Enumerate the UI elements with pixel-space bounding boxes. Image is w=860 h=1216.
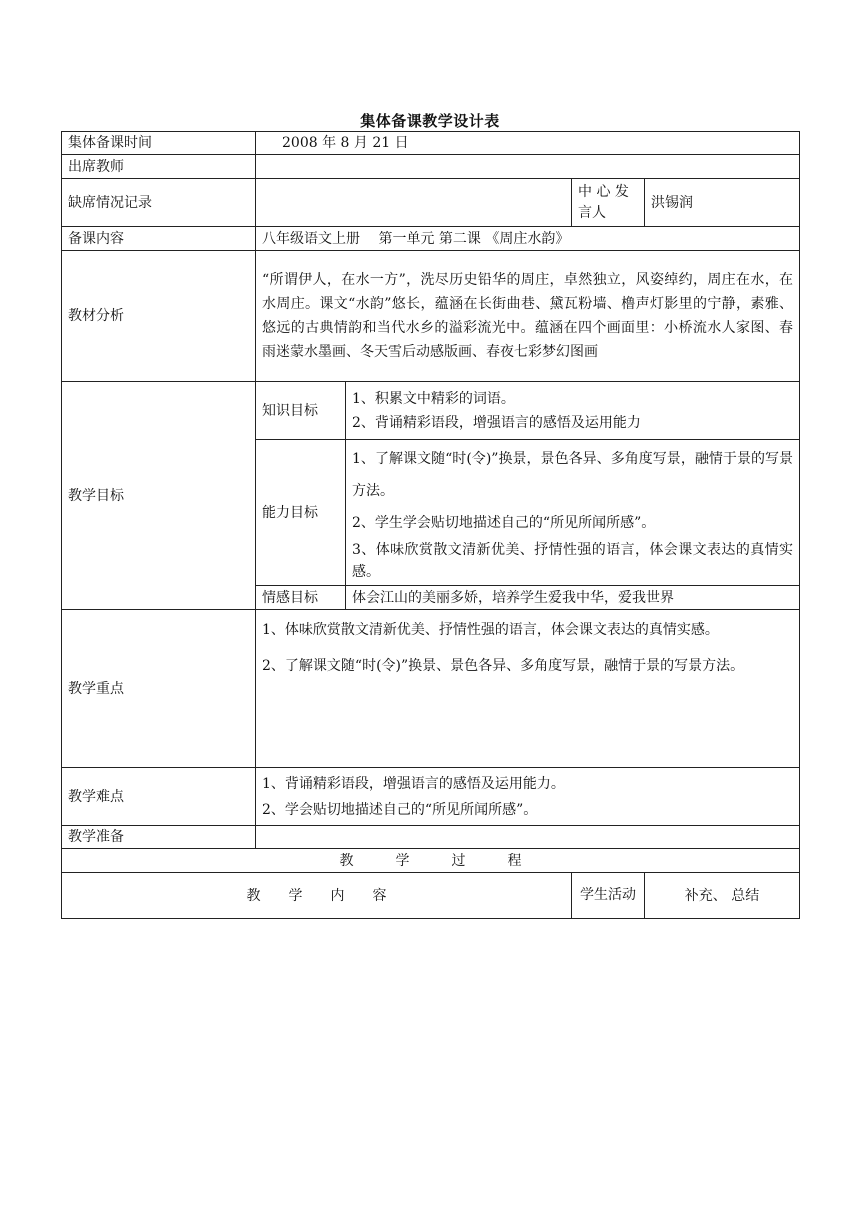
knowledge-items: [346, 382, 800, 440]
teachers-label: 出席教师: [62, 155, 256, 179]
ability-item: 3、体味欣赏散文清新优美、抒情性强的语言，体会课文表达的真情实感。: [352, 541, 794, 580]
preparation-value: [256, 826, 800, 849]
row-analysis: [62, 251, 800, 382]
row-key-points: [62, 610, 800, 768]
speaker-label: 中 心 发 言人: [572, 179, 645, 227]
emotion-label: 情感目标: [256, 586, 346, 610]
document-title: 集体备课教学设计表: [360, 112, 500, 130]
analysis-value: “所谓伊人，在水一方”，洗尽历史铅华的周庄，卓然独立，风姿绰约，周庄在水，在水周庄。课文“水韵”悠长，蕴涵在长街曲巷、黛瓦粉墙、橹声灯影里的宁静，素雅、悠远的古典情韵和当代水乡的溢彩流光中。蕴涵在四个画面里：小桥流水人家图、春雨迷蒙水墨画、冬天雪后动感版画、春夜七彩梦幻图画: [256, 251, 800, 382]
row-absence: [62, 179, 800, 227]
time-value: 2008 年 8 月 21 日: [256, 132, 800, 155]
emotion-value: 体会江山的美丽多娇，培养学生爱我中华，爱我世界: [346, 586, 800, 610]
ability-label: 能力目标: [256, 440, 346, 586]
content-column-header: 教 学 内 容: [62, 873, 572, 919]
key-point-item: 2、了解课文随“时(令)”换景、景色各异、多角度写景，融情于景的写景方法。: [262, 658, 745, 674]
row-knowledge: [62, 382, 800, 440]
summary-column-header: 补充、 总结: [645, 873, 800, 919]
knowledge-label: 知识目标: [256, 382, 346, 440]
row-difficulties: [62, 768, 800, 826]
row-process-header: [62, 849, 800, 873]
row-time: [62, 132, 800, 155]
difficulties-items: [256, 768, 800, 826]
key-points-label: 教学重点: [62, 610, 256, 768]
process-header: 教 学 过 程: [62, 849, 800, 873]
student-column-header: 学生活动: [572, 873, 645, 919]
difficulties-label: 教学难点: [62, 768, 256, 826]
key-point-item: 1、体味欣赏散文清新优美、抒情性强的语言，体会课文表达的真情实感。: [262, 622, 719, 638]
ability-item: 2、学生学会贴切地描述自己的“所见所闻所感”。: [352, 514, 656, 531]
row-content: [62, 227, 800, 251]
objectives-label: 教学目标: [62, 382, 256, 610]
absence-label: 缺席情况记录: [62, 179, 256, 227]
speaker-value: 洪锡润: [645, 179, 800, 227]
content-label: 备课内容: [62, 227, 256, 251]
knowledge-item: 1、积累文中精彩的词语。: [352, 390, 515, 407]
teachers-value: [256, 155, 800, 179]
preparation-label: 教学准备: [62, 826, 256, 849]
content-value: 八年级语文上册 第一单元 第二课 《周庄水韵》: [256, 227, 800, 251]
time-label: 集体备课时间: [62, 132, 256, 155]
row-process-columns: [62, 873, 800, 919]
key-points-items: [256, 610, 800, 768]
lesson-plan-table: [61, 131, 800, 919]
knowledge-item: 2、背诵精彩语段，增强语言的感悟及运用能力: [352, 414, 641, 431]
difficulty-item: 1、背诵精彩语段，增强语言的感悟及运用能力。: [262, 775, 565, 792]
analysis-label: 教材分析: [62, 251, 256, 382]
ability-item: 1、了解课文随“时(令)”换景，景色各异、多角度写景，融情于景的写景方法。: [352, 450, 794, 499]
difficulty-item: 2、学会贴切地描述自己的“所见所闻所感”。: [262, 801, 538, 818]
absence-value: [256, 179, 572, 227]
ability-items: [346, 440, 800, 586]
row-teachers: [62, 155, 800, 179]
row-preparation: [62, 826, 800, 849]
